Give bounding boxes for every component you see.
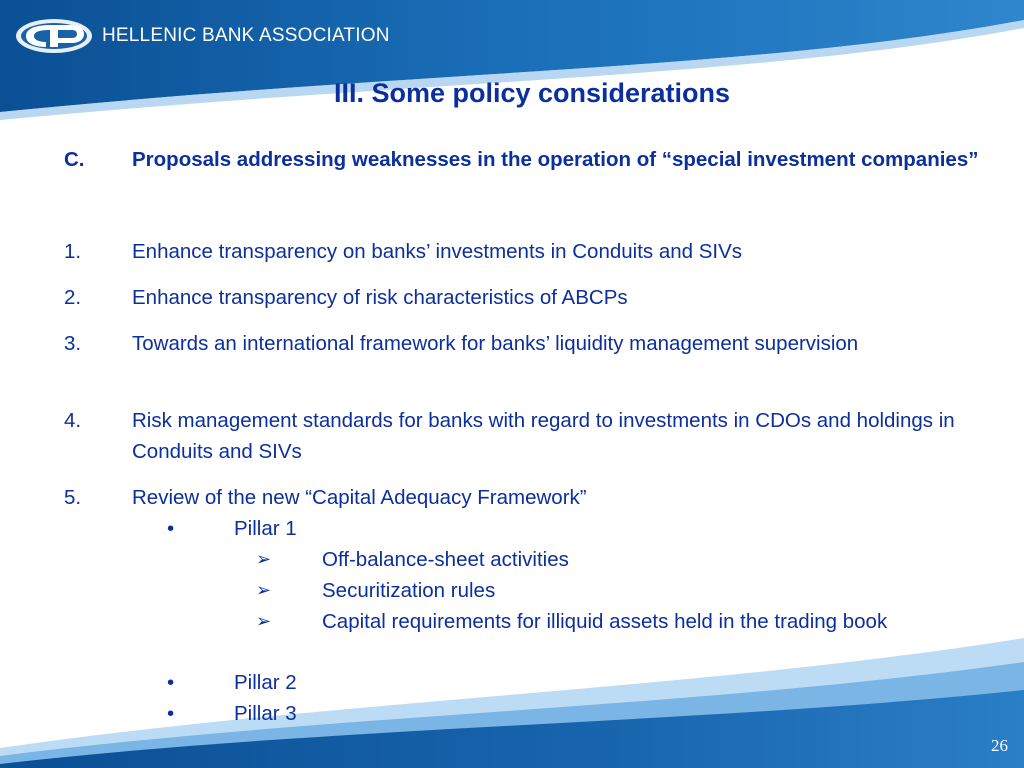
list-item-number: 4. (64, 409, 82, 432)
pillar-label: Pillar 3 (234, 702, 297, 725)
bullet-icon: • (167, 517, 175, 540)
list-item-number: 3. (64, 332, 82, 355)
list-item-text: Risk management standards for banks with regard to investments in CDOs and holdings in Conduits and SIVs (132, 409, 955, 463)
slide-title: III. Some policy considerations (333, 78, 731, 108)
pillar-label: Pillar 1 (234, 517, 297, 540)
list-item-number: 1. (64, 240, 82, 263)
pillar-point-text: Off-balance-sheet activities (322, 548, 569, 571)
section-letter: C. (64, 148, 85, 171)
pillar-point-text: Capital requirements for illiquid assets held in the trading book (322, 610, 888, 633)
list-item-number: 5. (64, 486, 82, 509)
bullet-icon: • (167, 671, 175, 694)
page-number: 26 (991, 736, 1008, 755)
arrow-bullet-icon: ➢ (256, 611, 272, 631)
list-item-text: Enhance transparency on banks’ investments in Conduits and SIVs (132, 240, 743, 263)
pillar-point-text: Securitization rules (322, 579, 496, 602)
section-heading-text: Proposals addressing weaknesses in the operation of “special investment companies” (132, 148, 979, 171)
arrow-bullet-icon: ➢ (256, 580, 272, 600)
list-item-number: 2. (64, 286, 82, 309)
bullet-icon: • (167, 702, 175, 725)
organization-name: HELLENIC BANK ASSOCIATION (102, 25, 390, 46)
pillar-label: Pillar 2 (234, 671, 297, 694)
list-item-text: Towards an international framework for banks’ liquidity management supervision (132, 332, 859, 355)
arrow-bullet-icon: ➢ (256, 549, 272, 569)
list-item-text: Enhance transparency of risk characteristics of ABCPs (132, 286, 628, 309)
list-item-text: Review of the new “Capital Adequacy Framework” (132, 486, 587, 509)
